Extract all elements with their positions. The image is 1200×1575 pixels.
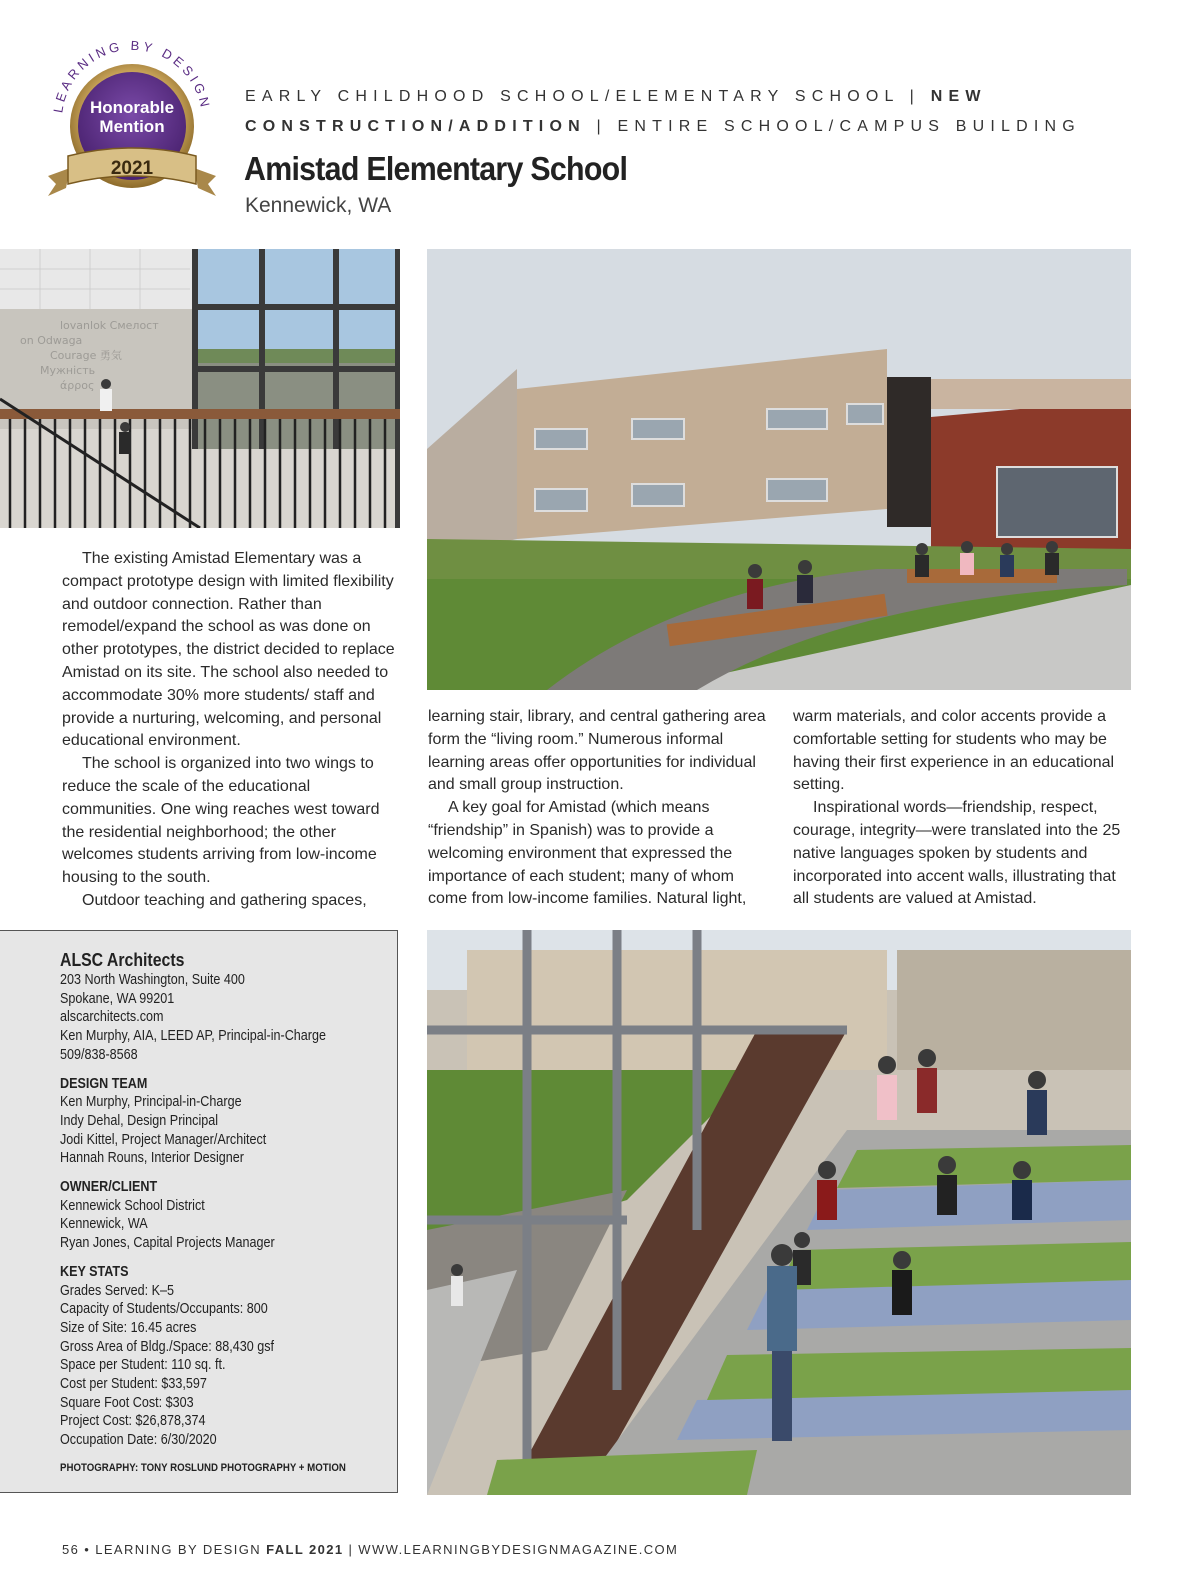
- address-line: Spokane, WA 99201: [60, 990, 175, 1007]
- svg-text:Mужність: Mужність: [40, 364, 96, 377]
- stat-line: Capacity of Students/Occupants: 800: [60, 1301, 268, 1318]
- stat-line: Size of Site: 16.45 acres: [60, 1319, 197, 1336]
- phone-line: 509/838-8568: [60, 1046, 138, 1063]
- owner-line: Kennewick School District: [60, 1197, 205, 1214]
- website-link: alscarchitects.com: [60, 1009, 164, 1026]
- paragraph: The existing Amistad Elementary was a compact prototype design with limited flexibility and outdoor connection. Rather than remodel/expand the school as was done on other prototypes, the district decided to replace Amistad on its site. The school also needed to accommodate 30% more students/ staff and provide a nurturing, welcoming, and personal educational environment.: [62, 550, 395, 750]
- category-line-2: CONSTRUCTION/ADDITION | ENTIRE SCHOOL/CAMPUS BUILDING: [245, 118, 1081, 135]
- svg-text:Courage 勇気: Courage 勇気: [50, 349, 122, 362]
- body-text-column-1: [62, 548, 402, 913]
- stat-line: Gross Area of Bldg./Space: 88,430 gsf: [60, 1338, 275, 1355]
- paragraph: The school is organized into two wings to reduce the scale of the educational communities. One wing reaches west toward the residential neighborhood; the other welcomes students arriving from low-income housing to the south.: [62, 755, 380, 887]
- owner-line: Kennewick, WA: [60, 1216, 148, 1233]
- paragraph: learning stair, library, and central gathering area form the “living room.” Numerous informal learning areas offer opportunities for individual and small group instruction.: [428, 708, 766, 794]
- project-title: Amistad Elementary School: [244, 150, 628, 187]
- owner-line: Ryan Jones, Capital Projects Manager: [60, 1235, 275, 1252]
- contact-line: Ken Murphy, AIA, LEED AP, Principal-in-Charge: [60, 1028, 326, 1045]
- paragraph: warm materials, and color accents provide a comfortable setting for students who may be having their first experience in an educational setting.: [793, 708, 1115, 794]
- interior-stair-photo: [0, 249, 400, 528]
- owner-heading: OWNER/CLIENT: [60, 1179, 158, 1196]
- svg-text:2021: 2021: [110, 158, 154, 179]
- page-footer: 56 • LEARNING BY DESIGN FALL 2021 | WWW.LEARNINGBYDESIGNMAGAZINE.COM: [62, 1542, 679, 1557]
- stat-line: Occupation Date: 6/30/2020: [60, 1432, 217, 1449]
- honorable-mention-badge: [40, 28, 220, 208]
- learning-stair-photo: [427, 930, 1131, 1495]
- team-member: Jodi Kittel, Project Manager/Architect: [60, 1131, 267, 1148]
- firm-name: ALSC Architects: [60, 950, 185, 970]
- svg-text:on Odwaga: on Odwaga: [20, 334, 83, 347]
- team-member: Ken Murphy, Principal-in-Charge: [60, 1094, 242, 1111]
- category-line-1: EARLY CHILDHOOD SCHOOL/ELEMENTARY SCHOOL | NEW: [245, 88, 987, 105]
- stat-line: Square Foot Cost: $303: [60, 1394, 194, 1411]
- paragraph: Inspirational words—friendship, respect, courage, integrity—were translated into the 25 native languages spoken by students and incorporated into accent walls, illustrating that all students are valued at Amistad.: [793, 799, 1121, 908]
- paragraph: A key goal for Amistad (which means “friendship” in Spanish) was to provide a welcoming environment that expressed the importance of each student; many of whom come from low-income families. Natural light,: [428, 799, 747, 908]
- photo-credit: PHOTOGRAPHY: TONY ROSLUND PHOTOGRAPHY + MOTION: [60, 1461, 346, 1474]
- svg-text:άρρος: άρρος: [60, 379, 95, 392]
- stat-line: Project Cost: $26,878,374: [60, 1413, 206, 1430]
- svg-text:LEARNING BY DESIGN: LEARNING BY DESIGN: [50, 37, 214, 114]
- project-location: Kennewick, WA: [245, 194, 392, 217]
- team-member: Indy Dehal, Design Principal: [60, 1112, 219, 1129]
- body-text-column-3: [793, 706, 1133, 911]
- svg-text:Mention: Mention: [99, 117, 165, 136]
- design-team-heading: DESIGN TEAM: [60, 1075, 148, 1092]
- address-line: 203 North Washington, Suite 400: [60, 972, 245, 988]
- svg-text:lovanlok Смелост: lovanlok Смелост: [60, 319, 159, 332]
- team-member: Hannah Rouns, Interior Designer: [60, 1150, 244, 1167]
- svg-text:Honorable: Honorable: [89, 98, 175, 117]
- stat-line: Space per Student: 110 sq. ft.: [60, 1357, 226, 1374]
- project-info-sidebar: [0, 930, 398, 1493]
- stat-line: Grades Served: K–5: [60, 1282, 175, 1299]
- stat-line: Cost per Student: $33,597: [60, 1376, 207, 1393]
- paragraph: Outdoor teaching and gathering spaces,: [82, 891, 367, 909]
- key-stats-heading: KEY STATS: [60, 1263, 129, 1280]
- body-text-column-2: [428, 706, 768, 911]
- outdoor-courtyard-photo: [427, 249, 1131, 690]
